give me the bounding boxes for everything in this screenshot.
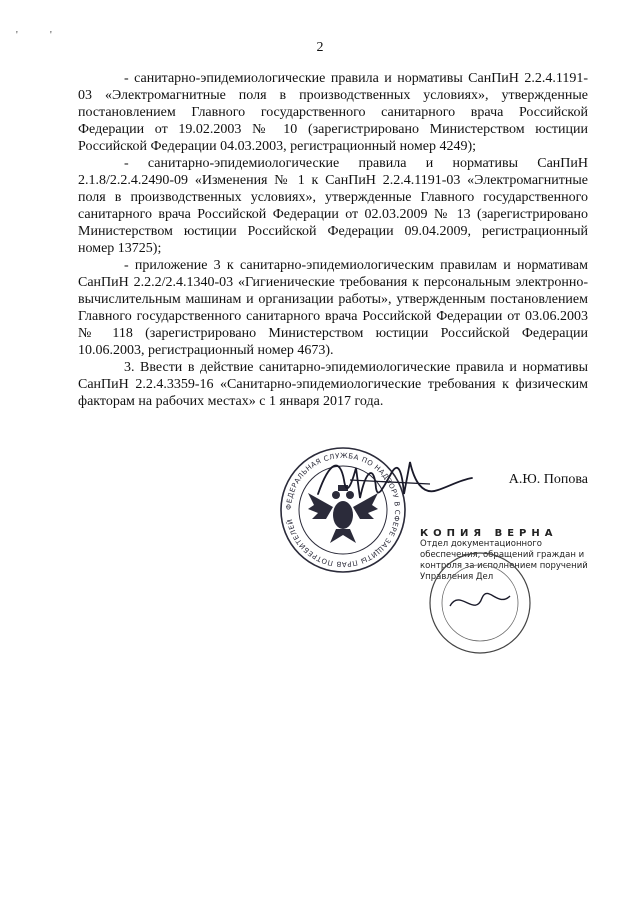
- paragraph: - санитарно-эпидемиологические правила и нормативы СанПиН 2.2.4.1191-03 «Электромагнитные поля в производственных условиях», утвержденные постановлением Главного государственного санитарного врача Российской Федерации от 19.02.2003 № 10 (зарегистрировано Министерством юстиции Российской Федерации 04.03.2003, регистрационный номер 4249);: [78, 71, 588, 154]
- stamp-line: обеспечения, обращений граждан и: [420, 550, 585, 560]
- paragraph: 3. Ввести в действие санитарно-эпидемиологические правила и нормативы СанПиН 2.2.4.3359-16 «Санитарно-эпидемиологические требования к физическим факторам на рабочих местах» с 1 января 2017 года.: [78, 360, 588, 409]
- paragraph: - санитарно-эпидемиологические правила и нормативы СанПиН 2.1.8/2.2.4.2490-09 «Изменения № 1 к СанПиН 2.2.4.1191-03 «Электромагнитные поля в производственных условиях», утвержденные Главного государственного санитарного врача Российской Федерации от 02.03.2009 № 13 (зарегистрировано Министерством юстиции Российской Федерации 09.04.2009, регистрационный номер 13725);: [78, 156, 588, 256]
- stamp-circle: [420, 548, 550, 658]
- corner-mark: ': [16, 30, 18, 41]
- stamp-title: КОПИЯ ВЕРНА: [420, 528, 558, 539]
- stamp-line: Управления Дел: [420, 572, 494, 582]
- seal-text: ФЕДЕРАЛЬНАЯ СЛУЖБА ПО НАДЗОРУ В СФЕРЕ ЗАЩИТЫ ПРАВ ПОТРЕБИТЕЛЕЙ: [284, 451, 402, 569]
- corner-mark: ': [50, 30, 52, 41]
- document-body: [78, 70, 588, 410]
- signature-row: [78, 472, 588, 496]
- stamp-line: Отдел документационного: [420, 539, 542, 549]
- signatory-name: А.Ю. Попова: [508, 472, 588, 487]
- paragraph: - приложение 3 к санитарно-эпидемиологическим правилам и нормативам СанПиН 2.2.2/2.4.1340-03 «Гигиенические требования к персональным электронно-вычислительным машинам и организации работы», утвержденным постановлением Главного государственного санитарного врача Российской Федерации от 03.06.2003 № 118 (зарегистрировано Министерством юстиции Российской Федерации 10.06.2003, регистрационный номер 4673).: [78, 258, 588, 358]
- page-number: 2: [316, 40, 324, 55]
- stamp-line: контроля за исполнением поручений: [420, 561, 588, 571]
